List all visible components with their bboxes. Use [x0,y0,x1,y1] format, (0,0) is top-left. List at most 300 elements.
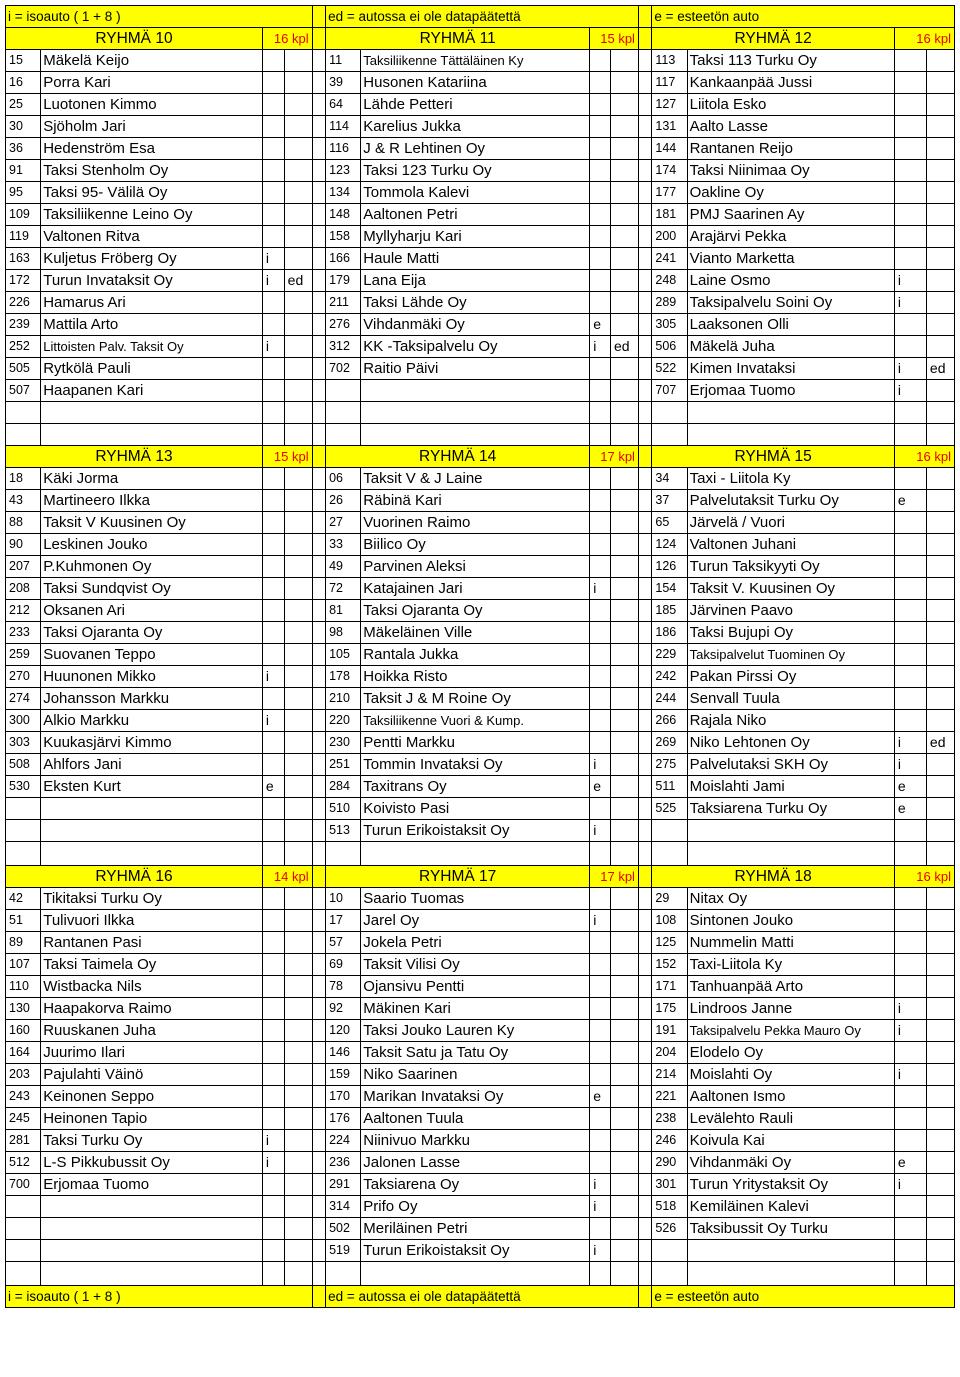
group-title: RYHMÄ 11 [326,28,590,50]
spacer [638,998,651,1020]
flag-isoauto [894,1130,926,1152]
flag-isoauto [590,270,611,292]
taxi-number: 211 [326,292,361,314]
flag-data-terminal [610,556,638,578]
flag-data-terminal [926,1174,954,1196]
flag-isoauto [262,976,284,998]
operator-name: Tikitaksi Turku Oy [41,888,263,910]
spacer [638,1152,651,1174]
flag-data-terminal [284,336,312,358]
taxi-number: 289 [652,292,687,314]
taxi-number: 522 [652,358,687,380]
flag-isoauto: i [262,270,284,292]
flag-isoauto [894,226,926,248]
operator-name: Tanhuanpää Arto [687,976,894,998]
operator-name: Levälehto Rauli [687,1108,894,1130]
flag-data-terminal [610,1108,638,1130]
flag-isoauto [262,182,284,204]
table-row [6,1152,955,1174]
empty-cell [894,1262,926,1286]
taxi-number: 146 [326,1042,361,1064]
flag-isoauto [894,1240,926,1262]
flag-data-terminal [284,1152,312,1174]
operator-name: PMJ Saarinen Ay [687,204,894,226]
operator-name: Taksi Lähde Oy [361,292,590,314]
operator-name: Järvinen Paavo [687,600,894,622]
taxi-number: 281 [6,1130,41,1152]
table-row [6,116,955,138]
spacer [312,270,325,292]
flag-data-terminal [610,798,638,820]
table-row [6,512,955,534]
group-header-row [6,446,955,468]
flag-data-terminal [284,1064,312,1086]
group-count-unit: kpl [292,449,309,464]
taxi-number: 300 [6,710,41,732]
table-row [6,160,955,182]
empty-cell [638,424,651,446]
group-count [262,28,312,50]
operator-name: Taksi 113 Turku Oy [687,50,894,72]
operator-name [41,1240,263,1262]
spacer [312,1042,325,1064]
taxi-number: 236 [326,1152,361,1174]
operator-name: Taxitrans Oy [361,776,590,798]
flag-isoauto [894,910,926,932]
taxi-number: 251 [326,754,361,776]
operator-name: Taksi Niinimaa Oy [687,160,894,182]
flag-data-terminal [284,116,312,138]
operator-name: Taksi Ojaranta Oy [41,622,263,644]
flag-isoauto: e [894,1152,926,1174]
legend-no-data-terminal: ed = autossa ei ole datapäätettä [326,1286,639,1308]
flag-data-terminal [926,976,954,998]
flag-isoauto [894,1108,926,1130]
group-count-number: 16 [273,31,289,46]
flag-data-terminal [610,820,638,842]
flag-data-terminal [926,688,954,710]
empty-cell [312,1262,325,1286]
taxi-number: 124 [652,534,687,556]
spacer [312,776,325,798]
flag-data-terminal [284,292,312,314]
taxi-number: 10 [326,888,361,910]
flag-isoauto [262,754,284,776]
flag-data-terminal [610,644,638,666]
flag-isoauto [262,910,284,932]
spacer [638,1240,651,1262]
flag-isoauto [894,512,926,534]
operator-name: Laaksonen Olli [687,314,894,336]
flag-isoauto [894,1042,926,1064]
flag-data-terminal [610,314,638,336]
spacer [638,446,651,468]
operator-name [687,1240,894,1262]
operator-name: Taksi Stenholm Oy [41,160,263,182]
flag-isoauto [894,622,926,644]
empty-cell [610,1262,638,1286]
table-row [6,138,955,160]
spacer [638,600,651,622]
operator-name: Taksipalvelu Soini Oy [687,292,894,314]
spacer [312,1286,325,1308]
operator-name [41,798,263,820]
empty-cell [590,1262,611,1286]
spacer [312,578,325,600]
operator-name: Wistbacka Nils [41,976,263,998]
flag-isoauto: i [894,754,926,776]
table-row [6,1108,955,1130]
flag-data-terminal [610,622,638,644]
taxi-number: 303 [6,732,41,754]
spacer [312,1086,325,1108]
empty-cell [361,842,590,866]
spacer [638,270,651,292]
flag-data-terminal [284,556,312,578]
taxi-number: 175 [652,998,687,1020]
flag-isoauto [262,204,284,226]
group-count-unit: kpl [618,31,635,46]
flag-data-terminal [610,1152,638,1174]
flag-isoauto [262,94,284,116]
flag-data-terminal [610,138,638,160]
flag-data-terminal [284,1108,312,1130]
empty-cell [894,842,926,866]
spacer [638,910,651,932]
group-count-unit: kpl [292,31,309,46]
spacer [312,666,325,688]
table-row [6,292,955,314]
taxi-number: 172 [6,270,41,292]
flag-isoauto [590,204,611,226]
operator-name: Leskinen Jouko [41,534,263,556]
flag-data-terminal [610,490,638,512]
operator-name: Vuorinen Raimo [361,512,590,534]
spacer [638,1218,651,1240]
flag-isoauto: i [262,248,284,270]
taxi-number: 526 [652,1218,687,1240]
taxi-number: 95 [6,182,41,204]
operator-name [41,1196,263,1218]
taxi-number: 220 [326,710,361,732]
flag-data-terminal [284,954,312,976]
flag-data-terminal [926,556,954,578]
taxi-number: 27 [326,512,361,534]
flag-isoauto: i [894,1020,926,1042]
flag-isoauto [590,72,611,94]
flag-data-terminal [926,1042,954,1064]
group-count-number: 15 [273,449,289,464]
taxi-number: 519 [326,1240,361,1262]
taxi-number: 505 [6,358,41,380]
flag-data-terminal [610,182,638,204]
group-count [894,866,954,888]
table-row [6,468,955,490]
taxi-number: 78 [326,976,361,998]
taxi-number: 125 [652,932,687,954]
flag-data-terminal [926,754,954,776]
operator-name: Huunonen Mikko [41,666,263,688]
legend-no-data-terminal: ed = autossa ei ole datapäätettä [326,6,639,28]
taxi-group-table [5,5,955,1308]
flag-data-terminal [284,1130,312,1152]
operator-name: Luotonen Kimmo [41,94,263,116]
taxi-number: 513 [326,820,361,842]
flag-isoauto [262,600,284,622]
flag-isoauto: i [894,732,926,754]
taxi-number: 42 [6,888,41,910]
operator-name: J & R Lehtinen Oy [361,138,590,160]
taxi-number [6,1218,41,1240]
flag-isoauto [262,622,284,644]
spacer [312,380,325,402]
operator-name: Valtonen Juhani [687,534,894,556]
operator-name: Niko Lehtonen Oy [687,732,894,754]
flag-data-terminal [284,94,312,116]
taxi-number: 214 [652,1064,687,1086]
operator-name: Rantala Jukka [361,644,590,666]
flag-data-terminal [926,182,954,204]
flag-isoauto: e [894,776,926,798]
flag-data-terminal [610,998,638,1020]
flag-data-terminal [610,512,638,534]
blank-row [6,402,955,424]
flag-isoauto [894,314,926,336]
operator-name: Niko Saarinen [361,1064,590,1086]
spacer [638,578,651,600]
spacer [638,1174,651,1196]
taxi-number: 113 [652,50,687,72]
taxi-number: 152 [652,954,687,976]
operator-name: Turun Erikoistaksit Oy [361,820,590,842]
spacer [638,1108,651,1130]
flag-isoauto: i [590,336,611,358]
spacer [312,556,325,578]
flag-data-terminal [926,226,954,248]
flag-data-terminal [610,226,638,248]
flag-isoauto [590,1042,611,1064]
taxi-number: 508 [6,754,41,776]
flag-isoauto [894,50,926,72]
flag-data-terminal [610,600,638,622]
flag-data-terminal [284,182,312,204]
empty-cell [894,402,926,424]
taxi-number: 229 [652,644,687,666]
spacer [312,976,325,998]
spacer [312,490,325,512]
flag-isoauto [894,160,926,182]
table-row [6,888,955,910]
taxi-number: 34 [652,468,687,490]
flag-isoauto [894,1086,926,1108]
group-count [894,446,954,468]
spacer [312,182,325,204]
operator-name: Marikan Invataksi Oy [361,1086,590,1108]
operator-name: Ojansivu Pentti [361,976,590,998]
taxi-number: 244 [652,688,687,710]
operator-name: Taksit Satu ja Tatu Oy [361,1042,590,1064]
taxi-number: 134 [326,182,361,204]
flag-data-terminal [610,72,638,94]
flag-isoauto [590,998,611,1020]
flag-isoauto [262,688,284,710]
flag-data-terminal [926,998,954,1020]
flag-data-terminal [610,932,638,954]
flag-isoauto [590,358,611,380]
taxi-number: 243 [6,1086,41,1108]
spacer [312,534,325,556]
taxi-number: 174 [652,160,687,182]
empty-cell [687,402,894,424]
operator-name: Taksit V Kuusinen Oy [41,512,263,534]
table-row [6,820,955,842]
spacer [312,866,325,888]
flag-isoauto: i [590,1240,611,1262]
flag-data-terminal [610,954,638,976]
spacer [638,622,651,644]
flag-data-terminal [610,380,638,402]
flag-isoauto: e [894,798,926,820]
taxi-number: 51 [6,910,41,932]
flag-isoauto [894,204,926,226]
group-count-number: 16 [916,869,931,884]
flag-isoauto [590,138,611,160]
spacer [312,248,325,270]
empty-cell [610,424,638,446]
operator-name: Palvelutaksit Turku Oy [687,490,894,512]
taxi-number: 39 [326,72,361,94]
flag-data-terminal [284,204,312,226]
empty-cell [687,1262,894,1286]
operator-name: Johansson Markku [41,688,263,710]
flag-isoauto [590,1108,611,1130]
flag-data-terminal [284,490,312,512]
operator-name: Niinivuo Markku [361,1130,590,1152]
operator-name: Rajala Niko [687,710,894,732]
flag-data-terminal [610,1240,638,1262]
operator-name: Räbinä Kari [361,490,590,512]
flag-isoauto: e [590,314,611,336]
taxi-number: 239 [6,314,41,336]
taxi-number: 208 [6,578,41,600]
operator-name: Taxi - Liitola Ky [687,468,894,490]
operator-name: Turun Invataksit Oy [41,270,263,292]
spacer [312,512,325,534]
table-row [6,314,955,336]
flag-isoauto [262,932,284,954]
group-count [590,28,639,50]
taxi-number: 163 [6,248,41,270]
spacer [312,710,325,732]
flag-data-terminal [284,754,312,776]
operator-name: Parvinen Aleksi [361,556,590,578]
flag-isoauto [894,182,926,204]
flag-isoauto [590,226,611,248]
spacer [638,1130,651,1152]
taxi-number: 69 [326,954,361,976]
taxi-number: 89 [6,932,41,954]
flag-data-terminal [284,578,312,600]
taxi-number: 276 [326,314,361,336]
group-count-unit: kpl [934,449,951,464]
flag-data-terminal [926,1196,954,1218]
flag-isoauto [590,644,611,666]
operator-name: Hamarus Ari [41,292,263,314]
group-count [894,28,954,50]
operator-name: Vihdanmäki Oy [687,1152,894,1174]
operator-name: Porra Kari [41,72,263,94]
flag-data-terminal [926,116,954,138]
group-count-unit: kpl [618,869,635,884]
operator-name: Raitio Päivi [361,358,590,380]
flag-isoauto [262,72,284,94]
spacer [638,710,651,732]
flag-data-terminal [284,932,312,954]
flag-isoauto [894,600,926,622]
taxi-number: 88 [6,512,41,534]
group-count-unit: kpl [618,449,635,464]
table-row [6,204,955,226]
table-row [6,270,955,292]
taxi-number: 65 [652,512,687,534]
operator-name: Pajulahti Väinö [41,1064,263,1086]
spacer [312,28,325,50]
spacer [312,932,325,954]
taxi-number: 108 [652,910,687,932]
spacer [312,622,325,644]
flag-isoauto [894,556,926,578]
spacer [638,380,651,402]
empty-cell [326,402,361,424]
operator-name: Meriläinen Petri [361,1218,590,1240]
flag-isoauto [262,998,284,1020]
operator-name: Kuljetus Fröberg Oy [41,248,263,270]
flag-data-terminal [610,270,638,292]
table-row [6,358,955,380]
flag-isoauto [894,710,926,732]
taxi-number: 301 [652,1174,687,1196]
table-row [6,998,955,1020]
table-row [6,1218,955,1240]
flag-data-terminal [926,710,954,732]
flag-data-terminal [610,160,638,182]
operator-name: Turun Taksikyyti Oy [687,556,894,578]
taxi-number: 200 [652,226,687,248]
flag-data-terminal [284,138,312,160]
taxi-number: 275 [652,754,687,776]
flag-data-terminal [926,72,954,94]
taxi-number: 36 [6,138,41,160]
taxi-number: 204 [652,1042,687,1064]
flag-data-terminal [926,666,954,688]
group-count [262,866,312,888]
legend-isoauto: i = isoauto ( 1 + 8 ) [6,1286,313,1308]
flag-isoauto [590,512,611,534]
taxi-number: 81 [326,600,361,622]
operator-name: Mäkelä Keijo [41,50,263,72]
flag-data-terminal [284,1196,312,1218]
operator-name: Taksiarena Turku Oy [687,798,894,820]
operator-name [361,380,590,402]
operator-name: Mattila Arto [41,314,263,336]
operator-name: Koivula Kai [687,1130,894,1152]
flag-data-terminal [610,776,638,798]
empty-cell [6,1262,41,1286]
taxi-number: 284 [326,776,361,798]
taxi-number [6,1196,41,1218]
taxi-number [6,1240,41,1262]
spacer [312,910,325,932]
